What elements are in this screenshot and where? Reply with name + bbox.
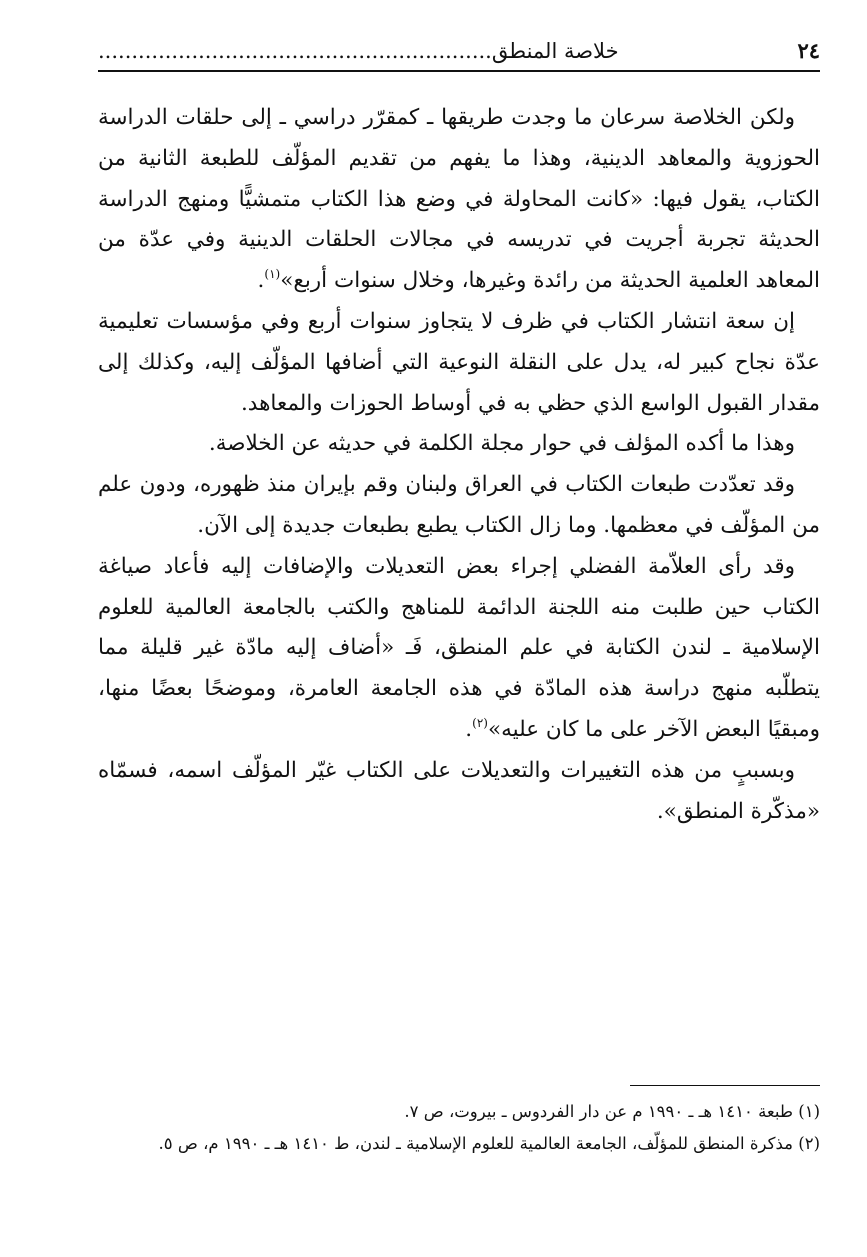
page-number: ٢٤	[797, 38, 820, 63]
paragraph-5-text: وقد رأى العلاّمة الفضلي إجراء بعض التعديلات والإضافات إليه فأعاد صياغة الكتاب حين طلبت منه اللجنة الدائمة للمناهج والكتب بالجامعة العالمية للعلوم الإسلامية ـ لندن الكتابة في علم المنطق، فَـ «أضاف إليه مادّة غير قليلة مما يتطلّبه منهج دراسة هذه المادّة في هذه الجامعة العامرة، وموضحًا بعضًا منها، ومبقيًا البعض الآخر على ما كان عليه»	[98, 553, 820, 742]
sentence-end: .	[465, 716, 473, 742]
running-title: خلاصة المنطق...........................................................	[98, 39, 619, 63]
paragraph-5	[98, 547, 820, 751]
paragraph-2: إن سعة انتشار الكتاب في ظرف لا يتجاوز سنوات أربع وفي مؤسسات تعليمية عدّة نجاح كبير له، يدل على النقلة النوعية التي أضافها المؤلّف إليه، وكذلك إلى مقدار القبول الواسع الذي حظي به في أوساط الحوزات والمعاهد.	[98, 308, 821, 416]
paragraph-1-text: ولكن الخلاصة سرعان ما وجدت طريقها ـ كمقرّر دراسي ـ إلى حلقات الدراسة الحوزوية والمعاهد الدينية، وهذا ما يفهم من تقديم المؤلّف للطبعة الثانية من الكتاب، يقول فيها: «كانت المحاولة في وضع هذا الكتاب متمشيًّا ومنهج الدراسة الحديثة تجربة أجريت في تدريسه في مجالات الحلقات الدينية وفي عدّة من المعاهد العلمية الحديثة من رائدة وغيرها، وخلال سنوات أربع»	[98, 105, 820, 294]
footnote-ref-1[interactable]: (١)	[264, 267, 281, 282]
sentence-end: .	[257, 268, 265, 294]
footnotes	[98, 1096, 820, 1160]
paragraph-3: وهذا ما أكده المؤلف في حوار مجلة الكلمة في حديثه عن الخلاصة.	[208, 431, 795, 457]
footnote-1: (١) طبعة ١٤١٠ هـ ـ ١٩٩٠ م عن دار الفردوس ـ بيروت، ص ٧.	[404, 1102, 820, 1121]
footnote-ref-2[interactable]: (٢)	[472, 715, 488, 730]
paragraph-4: وقد تعدّدت طبعات الكتاب في العراق ولبنان وقم بإيران منذ ظهوره، ودون علم من المؤلّف في معظمها. وما زال الكتاب يطبع بطبعات جديدة إلى الآن.	[98, 472, 820, 538]
footnote-separator	[630, 1085, 820, 1086]
paragraph-1	[98, 98, 820, 302]
book-page	[98, 22, 820, 1237]
main-text	[98, 98, 820, 832]
footnote-2: (٢) مذكرة المنطق للمؤلّف، الجامعة العالمية للعلوم الإسلامية ـ لندن، ط ١٤١٠ هـ ـ ١٩٩٠ م، ص ٥.	[158, 1134, 820, 1153]
running-header	[98, 36, 820, 72]
paragraph-6: وبسببٍ من هذه التغييرات والتعديلات على الكتاب غيّر المؤلّف اسمه، فسمّاه «مذكّرة المنطق».	[98, 757, 820, 824]
